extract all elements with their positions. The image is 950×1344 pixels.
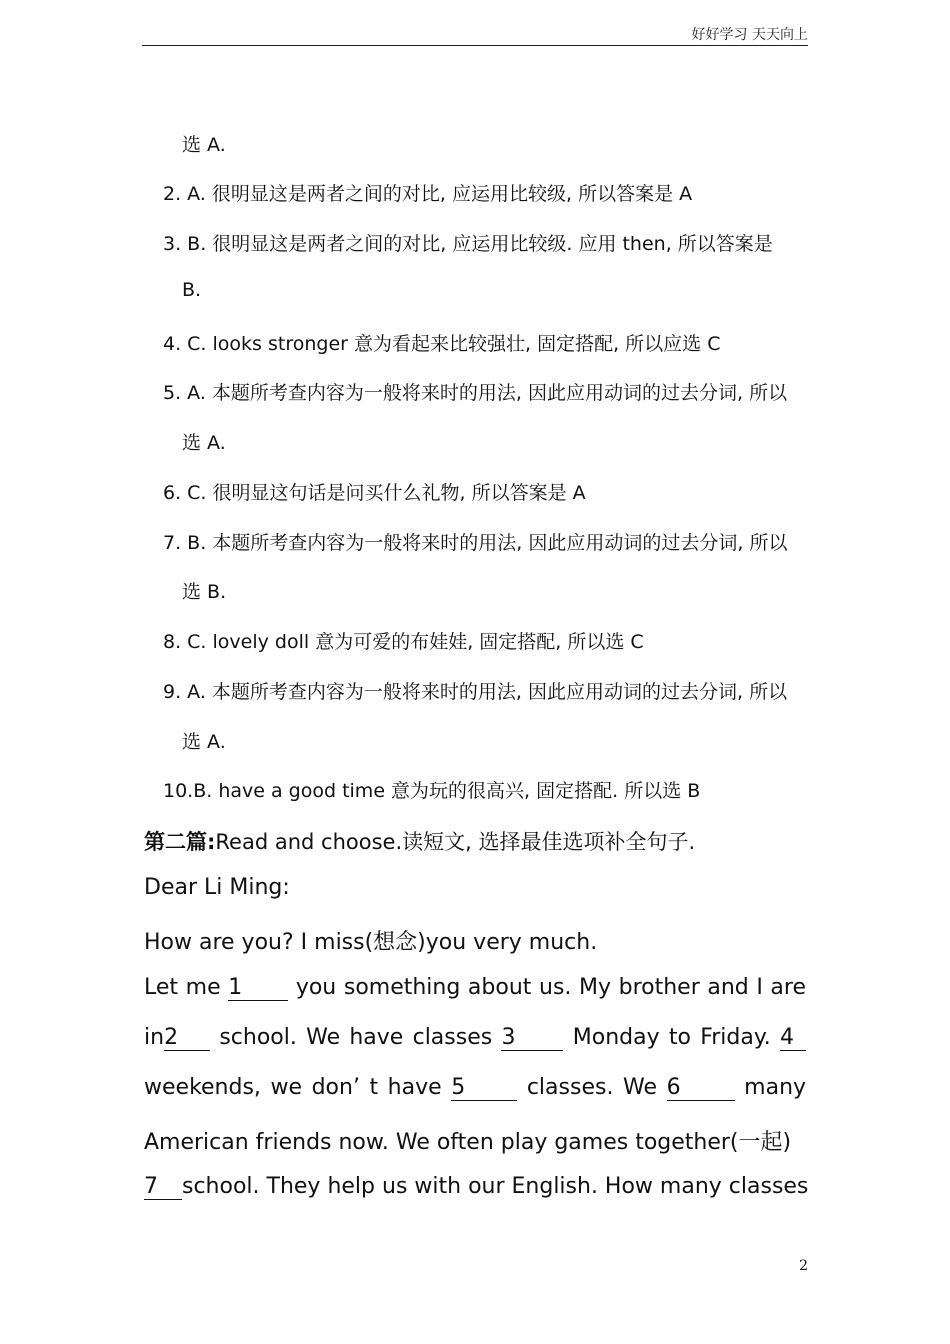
letter-text: many xyxy=(744,1075,807,1100)
answer-line: 选 A. xyxy=(182,134,226,156)
letter-text: school. We have classes xyxy=(219,1025,493,1050)
answer-line: 选 B. xyxy=(182,581,227,603)
answer-line: 7. B. 本题所考查内容为一般将来时的用法, 因此应用动词的过去分词, 所以 xyxy=(163,532,788,554)
section-label: 第二篇: xyxy=(144,830,216,854)
letter-line xyxy=(144,1174,809,1200)
answer-line: 8. C. lovely doll 意为可爱的布娃娃, 固定搭配, 所以选 C xyxy=(163,631,644,653)
letter-text xyxy=(144,1025,210,1050)
letter-word: school. They help us with our English. How many classes xyxy=(182,1174,809,1199)
letter-text: weekends, we don’ t have xyxy=(144,1075,442,1100)
answer-line: 选 A. xyxy=(182,432,226,454)
section-title xyxy=(144,826,695,856)
letter-line xyxy=(144,975,806,1001)
blank-4: 4 xyxy=(780,1026,806,1051)
letter-text: you something about us. My brother and I are xyxy=(295,975,807,1000)
letter-line xyxy=(144,1075,806,1101)
answer-line: 选 A. xyxy=(182,731,226,753)
blank-5: 5 xyxy=(451,1076,517,1101)
header-divider xyxy=(142,45,808,46)
letter-word: in xyxy=(144,1025,165,1050)
answer-line: 2. A. 很明显这是两者之间的对比, 应运用比较级, 所以答案是 A xyxy=(163,183,693,205)
letter-text: Monday to Friday. xyxy=(572,1025,771,1050)
blank-6: 6 xyxy=(667,1076,735,1101)
answer-line: 10.B. have a good time 意为玩的很高兴, 固定搭配. 所以选 B xyxy=(163,780,701,802)
answer-line: 9. A. 本题所考查内容为一般将来时的用法, 因此应用动词的过去分词, 所以 xyxy=(163,681,788,703)
blank-3: 3 xyxy=(501,1026,563,1051)
letter-line: American friends now. We often play games together(一起) xyxy=(144,1130,792,1155)
blank-1: 1 xyxy=(228,976,288,1001)
blank-2: 2 xyxy=(164,1026,210,1051)
page-number: 2 xyxy=(799,1258,808,1274)
answer-line: 3. B. 很明显这是两者之间的对比, 应运用比较级. 应用 then, 所以答案是 xyxy=(163,233,773,255)
letter-greeting: Dear Li Ming: xyxy=(144,875,290,900)
letter-text: Let me xyxy=(144,975,221,1000)
answer-line: B. xyxy=(182,279,202,301)
answer-line: 5. A. 本题所考查内容为一般将来时的用法, 因此应用动词的过去分词, 所以 xyxy=(163,382,788,404)
letter-line xyxy=(144,1025,806,1051)
answer-line: 6. C. 很明显这句话是问买什么礼物, 所以答案是 A xyxy=(163,482,586,504)
letter-text xyxy=(144,1174,808,1199)
answer-line: 4. C. looks stronger 意为看起来比较强壮, 固定搭配, 所以应选 C xyxy=(163,333,721,355)
blank-7: 7 xyxy=(144,1175,182,1200)
letter-line: How are you? I miss(想念)you very much. xyxy=(144,930,598,955)
page-header-text: 好好学习 天天向上 xyxy=(691,27,808,43)
section-instruction: Read and choose.读短文, 选择最佳选项补全句子. xyxy=(215,830,696,854)
letter-text: classes. We xyxy=(526,1075,657,1100)
